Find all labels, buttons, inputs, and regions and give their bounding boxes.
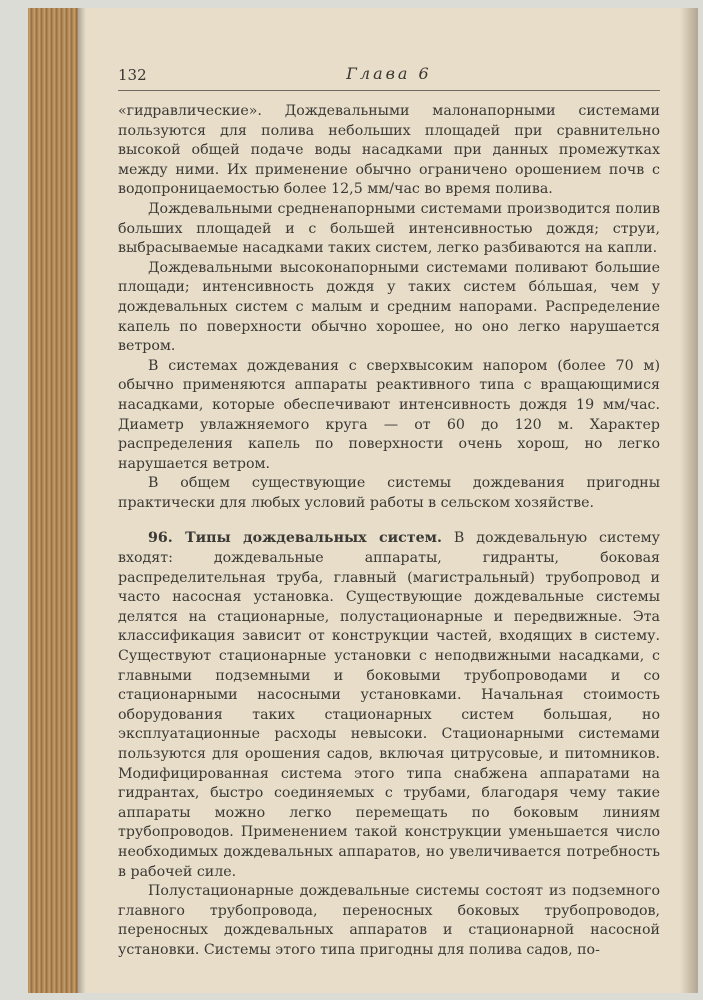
binding-shadow	[78, 8, 86, 993]
section-body: В дождевальную систему входят: дождевальные аппараты, гидранты, боковая распределительная труба, главный (магистральный) трубопровод и часто насосная установка. Существующие дождевальные системы делятся на стационарные, полустационарные и передвижные. Эта классификация зависит от конструкции частей, входящих в систему. Существуют стационарные установки с неподвижными насадками, с главными подземными и боковыми трубопроводами и со стационарными насосными установками. Начальная стоимость оборудования таких стационарных систем большая, но эксплуатационные расходы невысоки. Стационарными системами пользуются для орошения садов, включая цитрусовые, и питомников. Модифицированная система этого типа снабжена аппаратами на гидрантах, быстро соединяемых с трубами, благодаря чему такие аппараты можно легко перемещать по боковым линиям трубопроводов. Применением такой конструкции уменьшается число необходимых дождевальных аппаратов, но увеличивается потребность в рабочей силе.	[118, 530, 660, 880]
section-96-paragraph	[118, 529, 660, 882]
section-last-paragraph: Полустационарные дождевальные системы состоят из подземного главного трубопровода, переносных боковых трубопроводов, переносных дождевальных аппаратов и стационарной насосной установки. Системы этого типа пригодны для полива садов, по-	[118, 883, 660, 958]
chapter-title: Глава 6	[346, 64, 432, 83]
paragraph-3: Дождевальными высоконапорными системами поливают большие площади; интенсивность дождя у таких систем бо́льшая, чем у дождевальных систем с малым и средним напорами. Распределение капель по поверхности обычно хорошее, но оно легко нарушается ветром.	[118, 259, 660, 355]
paragraph-5: В общем существующие системы дождевания пригодны практически для любых условий работы в сельском хозяйстве.	[118, 475, 660, 511]
section-heading: 96. Типы дождевальных систем.	[148, 530, 442, 547]
paragraph-1: «гидравлические». Дождевальными малонапорными системами пользуются для полива небольших площадей при сравнительно высокой общей подаче воды насадками при данных промежутках между ними. Их применение обычно ограничено орошением почв с водопроницаемостью более 12,5 мм/час во время полива.	[118, 103, 660, 198]
page-right-shadow	[680, 8, 698, 993]
paragraph-2: Дождевальными средненапорными системами производится полив больших площадей и с большей интенсивностью дождя; струи, выбрасываемые насадками таких систем, легко разбиваются на капли.	[118, 200, 660, 257]
page-number: 132	[118, 66, 147, 84]
body-text	[118, 102, 660, 961]
running-header	[118, 64, 660, 91]
paragraph-4: В системах дождевания с сверхвысоким напором (более 70 м) обычно применяются аппараты реактивного типа с вращающимися насадками, которые обеспечивают интенсивность дождя 19 мм/час. Диаметр увлажняемого круга — от 60 до 120 м. Характер распределения капель по поверхности очень хорош, но легко нарушается ветром.	[118, 357, 660, 472]
book-page-edge	[28, 8, 78, 993]
